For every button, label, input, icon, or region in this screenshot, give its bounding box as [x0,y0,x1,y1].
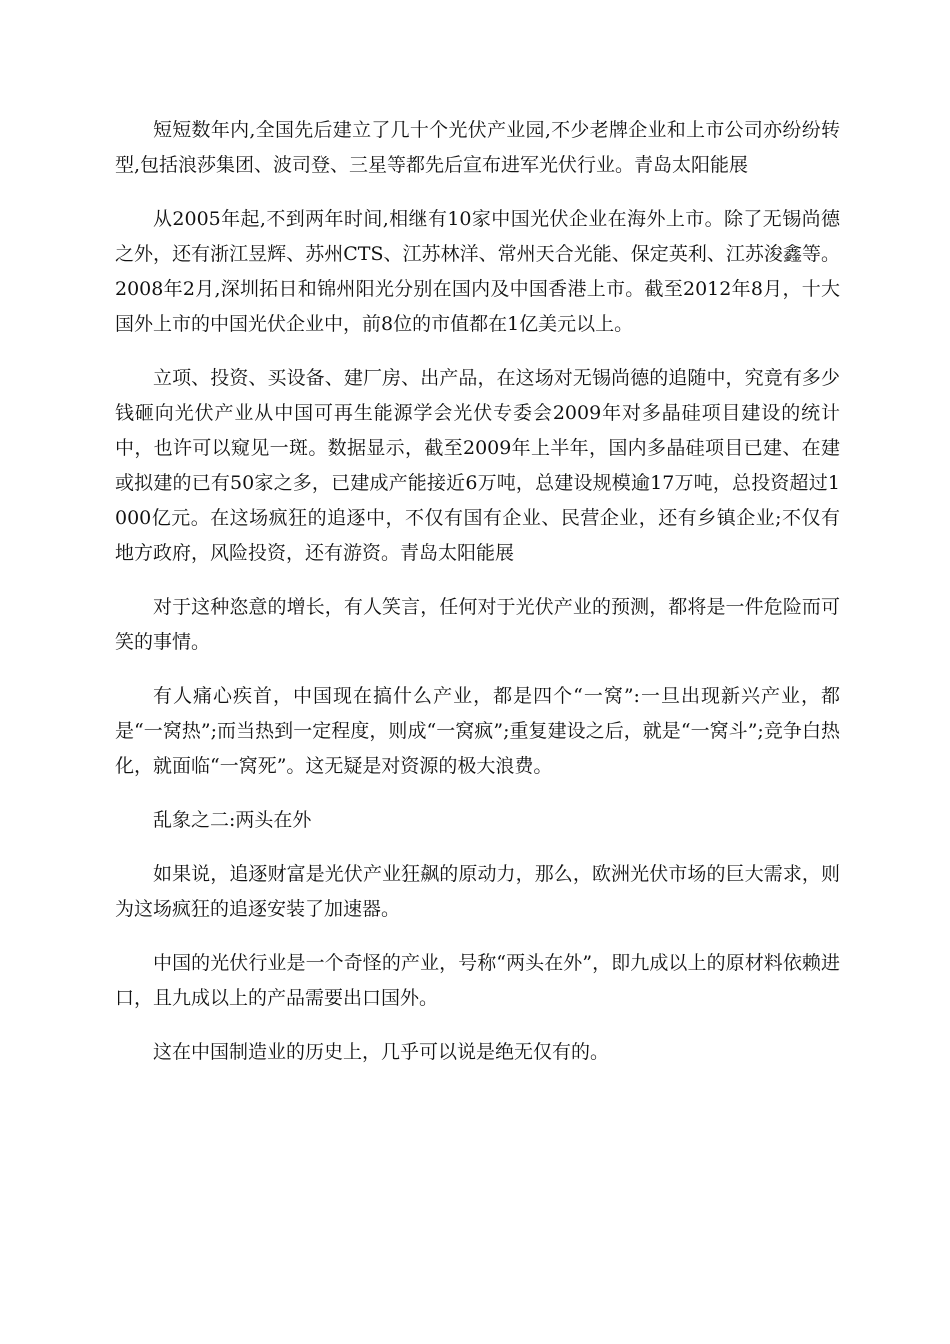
paragraph-2: 从2005年起,不到两年时间,相继有10家中国光伏企业在海外上市。除了无锡尚德之外，还有浙江昱辉、苏州CTS、江苏林洋、常州天合光能、保定英利、江苏浚鑫等。2008年2月,深圳拓日和锦州阳光分别在国内及中国香港上市。截至2012年8月，十大国外上市的中国光伏企业中，前8位的市值都在1亿美元以上。 [115,208,840,335]
paragraph-7: 中国的光伏行业是一个奇怪的产业，号称“两头在外”，即九成以上的原材料依赖进口，且九成以上的产品需要出口国外。 [115,952,840,1009]
paragraph-6: 如果说，追逐财富是光伏产业狂飙的原动力，那么，欧洲光伏市场的巨大需求，则为这场疯狂的追逐安装了加速器。 [115,863,840,920]
paragraph-1: 短短数年内,全国先后建立了几十个光伏产业园,不少老牌企业和上市公司亦纷纷转型,包括浪莎集团、波司登、三星等都先后宣布进军光伏行业。青岛太阳能展 [115,119,840,176]
paragraph-8: 这在中国制造业的历史上，几乎可以说是绝无仅有的。 [153,1041,610,1063]
document-page [115,113,840,1089]
paragraph-4: 对于这种恣意的增长，有人笑言，任何对于光伏产业的预测，都将是一件危险而可笑的事情。 [115,596,840,653]
paragraph-3: 立项、投资、买设备、建厂房、出产品，在这场对无锡尚德的追随中，究竟有多少钱砸向光伏产业从中国可再生能源学会光伏专委会2009年对多晶硅项目建设的统计中，也许可以窥见一斑。数据显示，截至2009年上半年，国内多晶硅项目已建、在建或拟建的已有50家之多，已建成产能接近6万吨，总建设规模逾17万吨，总投资超过1000亿元。在这场疯狂的追逐中，不仅有国有企业、民营企业，还有乡镇企业;不仅有地方政府，风险投资，还有游资。青岛太阳能展 [115,367,840,564]
section-heading: 乱象之二:两头在外 [153,809,312,831]
paragraph-5: 有人痛心疾首，中国现在搞什么产业，都是四个“一窝”:一旦出现新兴产业，都是“一窝热”;而当热到一定程度，则成“一窝疯”;重复建设之后，就是“一窝斗”;竞争白热化，就面临“一窝死”。这无疑是对资源的极大浪费。 [115,685,840,777]
